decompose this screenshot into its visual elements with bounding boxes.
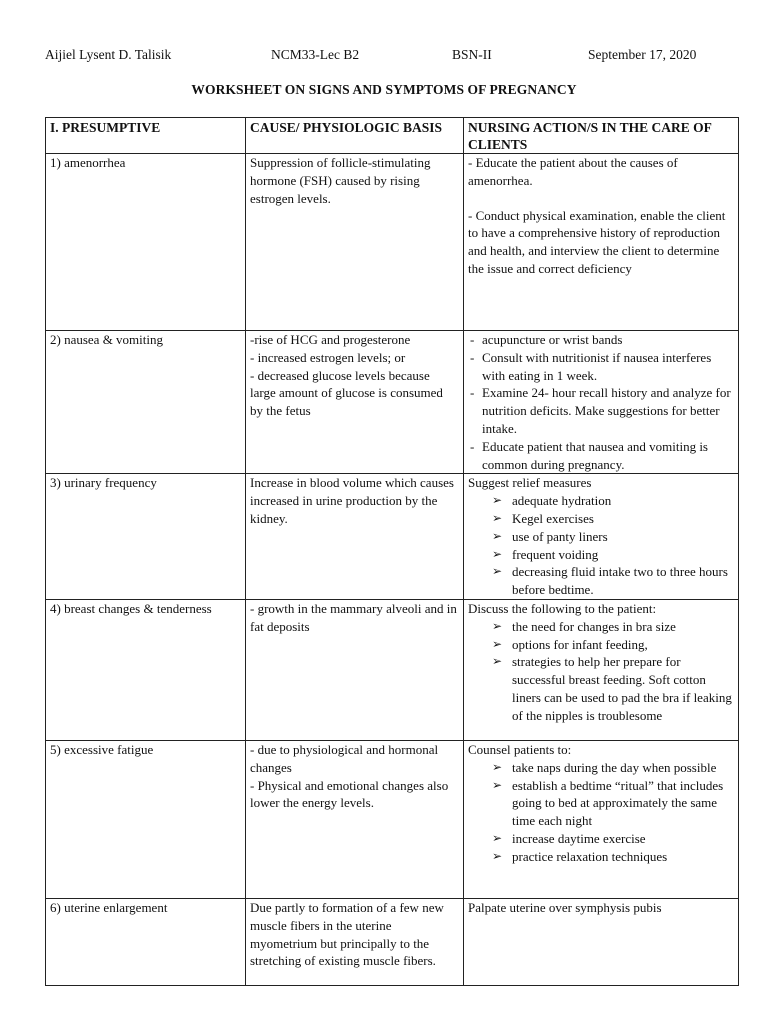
list-item xyxy=(468,618,733,636)
arrow-bullet-icon: ➢ xyxy=(492,564,503,579)
sign-cell: 1) amenorrhea xyxy=(46,154,246,331)
sign-cell: 6) uterine enlargement xyxy=(46,898,246,985)
arrow-bullet-icon: ➢ xyxy=(492,759,503,774)
list-item-text: Kegel exercises xyxy=(512,510,594,526)
table-row xyxy=(46,740,739,898)
list-item-text: take naps during the day when possible xyxy=(512,759,717,775)
action-intro: Counsel patients to: xyxy=(468,741,572,757)
arrow-bullet-icon: ➢ xyxy=(492,528,503,543)
action-cell: Palpate uterine over symphysis pubis xyxy=(464,898,739,985)
arrow-bullet-icon: ➢ xyxy=(492,777,503,792)
list-item xyxy=(468,759,733,777)
action-cell xyxy=(464,331,739,474)
sign-cell: 5) excessive fatigue xyxy=(46,740,246,898)
arrow-bullet-icon: ➢ xyxy=(492,636,503,651)
action-list xyxy=(468,618,733,725)
list-item xyxy=(468,777,733,830)
year-level: BSN-II xyxy=(452,47,492,62)
cause-cell xyxy=(246,740,464,898)
cause-cell: Suppression of follicle-stimulating hormone (FSH) caused by rising estrogen levels. xyxy=(246,154,464,331)
action-cell xyxy=(464,599,739,740)
arrow-bullet-icon: ➢ xyxy=(492,830,503,845)
list-item xyxy=(468,563,733,599)
cause-cell: Increase in blood volume which causes increased in urine production by the kidney. xyxy=(246,474,464,600)
sign-cell: 4) breast changes & tenderness xyxy=(46,599,246,740)
cause-line: - increased estrogen levels; or xyxy=(250,349,406,365)
action-intro: Discuss the following to the patient: xyxy=(468,600,657,616)
column-header-cause: CAUSE/ PHYSIOLOGIC BASIS xyxy=(246,118,464,154)
list-item xyxy=(468,830,733,848)
signs-symptoms-table xyxy=(45,117,739,986)
arrow-bullet-icon: ➢ xyxy=(492,848,503,863)
action-cell xyxy=(464,740,739,898)
action-list xyxy=(468,759,733,866)
table-row xyxy=(46,898,739,985)
table-row xyxy=(46,331,739,474)
table-row xyxy=(46,599,739,740)
list-item: - Examine 24- hour recall history and analyze for nutrition deficits. Make suggestions for better intake. xyxy=(468,384,733,437)
list-item xyxy=(468,653,733,724)
column-header-presumptive: I. PRESUMPTIVE xyxy=(46,118,246,154)
action-cell xyxy=(464,474,739,600)
table-row xyxy=(46,154,739,331)
action-list xyxy=(468,331,733,473)
table-header-row xyxy=(46,118,739,154)
list-item-text: strategies to help her prepare for successful breast feeding. Soft cotton liners can be used to pad the bra if leaking of the nipples is troublesome xyxy=(512,654,732,723)
list-item xyxy=(468,492,733,510)
list-item: - Educate patient that nausea and vomiting is common during pregnancy. xyxy=(468,438,733,474)
column-header-nursing-action: NURSING ACTION/S IN THE CARE OF CLIENTS xyxy=(464,118,739,154)
list-item xyxy=(468,546,733,564)
cause-line: -rise of HCG and progesterone xyxy=(250,332,411,347)
list-item-text: decreasing fluid intake two to three hours before bedtime. xyxy=(512,564,728,598)
list-item-text: the need for changes in bra size xyxy=(512,618,676,634)
list-item-text: increase daytime exercise xyxy=(512,830,646,846)
sign-cell: 2) nausea & vomiting xyxy=(46,331,246,474)
action-paragraph: - Conduct physical examination, enable the client to have a comprehensive history of reproduction and health, and interview the client to determine the issue and correct deficiency xyxy=(468,207,726,276)
course-code: NCM33-Lec B2 xyxy=(271,47,360,62)
action-paragraph: - Educate the patient about the causes of amenorrhea. xyxy=(468,155,678,188)
list-item-text: options for infant feeding, xyxy=(512,636,648,652)
list-item xyxy=(468,528,733,546)
action-cell xyxy=(464,154,739,331)
list-item xyxy=(468,510,733,528)
list-item-text: adequate hydration xyxy=(512,493,612,509)
list-item-text: establish a bedtime “ritual” that includes going to bed at approximately the same time each night xyxy=(512,777,724,829)
student-name: Aijiel Lysent D. Talisik xyxy=(45,47,172,62)
cause-cell: Due partly to formation of a few new muscle fibers in the uterine myometrium but principally to the stretching of existing muscle fibers. xyxy=(246,898,464,985)
cause-line: - decreased glucose levels because large amount of glucose is consumed by the fetus xyxy=(250,367,443,419)
submission-date: September 17, 2020 xyxy=(588,47,697,62)
list-item xyxy=(468,848,733,866)
sign-cell: 3) urinary frequency xyxy=(46,474,246,600)
arrow-bullet-icon: ➢ xyxy=(492,510,503,525)
action-list xyxy=(468,492,733,599)
list-item-text: frequent voiding xyxy=(512,546,599,562)
cause-line: - due to physiological and hormonal changes xyxy=(250,741,439,775)
cause-cell xyxy=(246,331,464,474)
list-item: - acupuncture or wrist bands xyxy=(468,331,733,349)
cause-cell: - growth in the mammary alveoli and in fat deposits xyxy=(246,599,464,740)
arrow-bullet-icon: ➢ xyxy=(492,546,503,561)
list-item: - Consult with nutritionist if nausea interferes with eating in 1 week. xyxy=(468,349,733,385)
arrow-bullet-icon: ➢ xyxy=(492,493,503,508)
worksheet-title: WORKSHEET ON SIGNS AND SYMPTOMS OF PREGNANCY xyxy=(191,82,577,97)
arrow-bullet-icon: ➢ xyxy=(492,654,503,669)
table-row xyxy=(46,474,739,600)
list-item xyxy=(468,636,733,654)
list-item-text: use of panty liners xyxy=(512,528,608,544)
document-header xyxy=(0,47,768,65)
list-item-text: practice relaxation techniques xyxy=(512,848,668,864)
cause-line: - Physical and emotional changes also lower the energy levels. xyxy=(250,777,449,811)
arrow-bullet-icon: ➢ xyxy=(492,618,503,633)
action-intro: Suggest relief measures xyxy=(468,475,592,491)
